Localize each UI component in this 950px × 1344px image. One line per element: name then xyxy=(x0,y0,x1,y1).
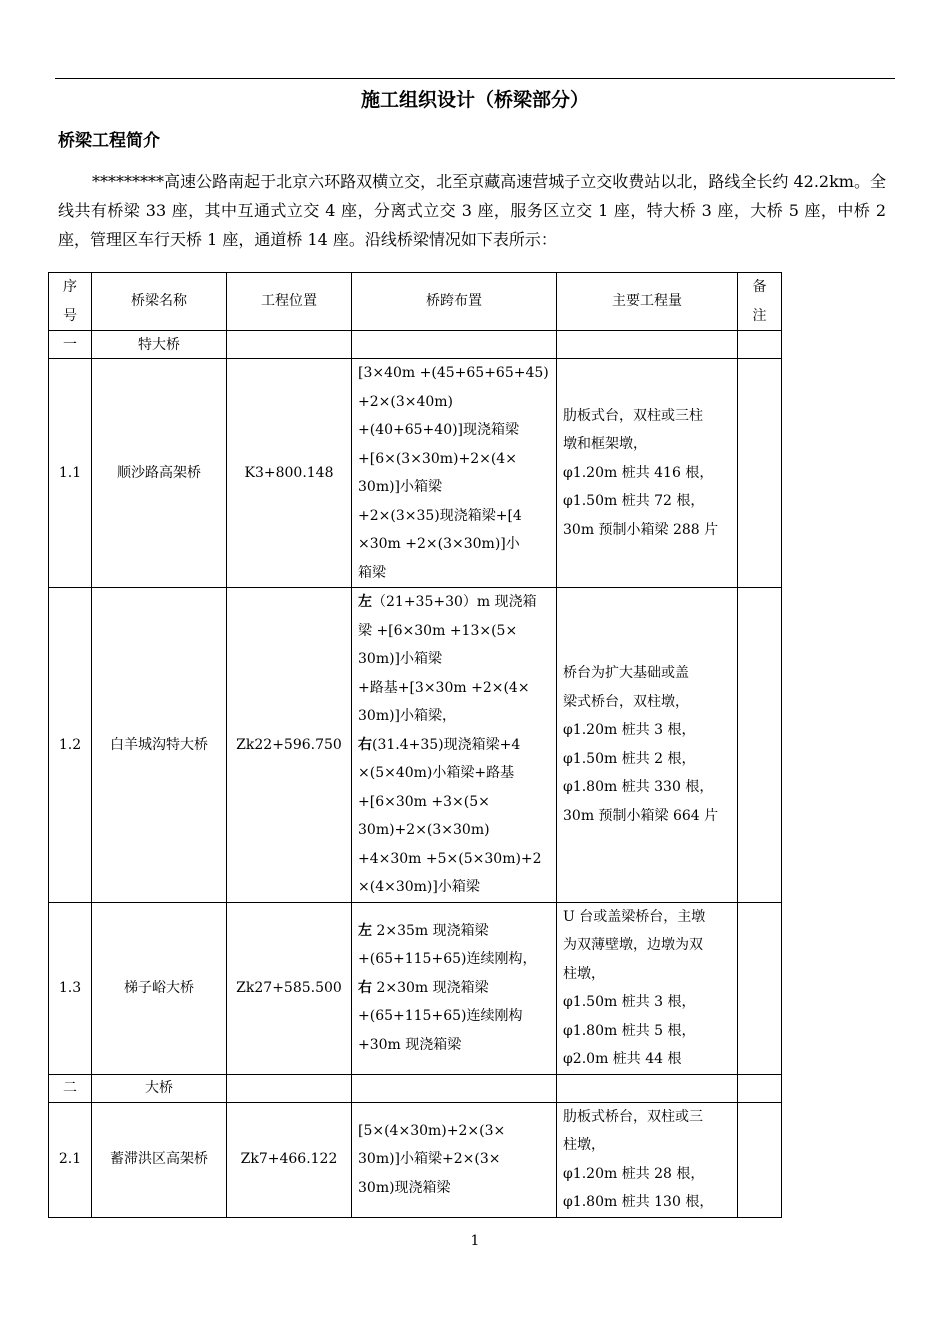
span-layout: 左（21+35+30）m 现浇箱 梁 +[6×30m +13×(5× 30m)]小箱梁 +路基+[3×30m +2×(4× 30m)]小箱梁， 右(31.4+35)现浇箱梁+4 ×(5×40m)小箱梁+路基 +[6×30m +3×(5× 30m)+2×(3×30m) +4×30m +5×(5×30m)+2 ×(4×30m)]小箱梁 xyxy=(352,588,557,903)
category-row xyxy=(49,1074,782,1102)
bridge-name: 梯子峪大桥 xyxy=(92,902,227,1074)
header-span: 桥跨布置 xyxy=(352,273,557,331)
category-name: 大桥 xyxy=(92,1074,227,1102)
right-label: 右 xyxy=(358,736,372,753)
bridge-location: Zk22+596.750 xyxy=(227,588,352,903)
row-seq: 1.2 xyxy=(49,588,92,903)
category-name: 特大桥 xyxy=(92,331,227,359)
row-seq: 2.1 xyxy=(49,1102,92,1217)
remark-cell xyxy=(738,1102,782,1217)
section-heading: 桥梁工程简介 xyxy=(58,131,160,151)
remark-cell xyxy=(738,902,782,1074)
bridge-location: K3+800.148 xyxy=(227,359,352,588)
table-row xyxy=(49,588,782,903)
span-layout: 左 2×35m 现浇箱梁 +(65+115+65)连续刚构， 右 2×30m 现浇箱梁 +(65+115+65)连续刚构 +30m 现浇箱梁 xyxy=(352,902,557,1074)
header-seq: 序 号 xyxy=(49,273,92,331)
bridge-name: 白羊城沟特大桥 xyxy=(92,588,227,903)
remark-cell xyxy=(738,588,782,903)
row-seq: 1.3 xyxy=(49,902,92,1074)
document-title: 施工组织设计（桥梁部分） xyxy=(360,89,589,111)
main-quantities: 肋板式台，双柱或三柱 墩和框架墩， φ1.20m 桩共 416 根， φ1.50m 桩共 72 根， 30m 预制小箱梁 288 片 xyxy=(557,359,738,588)
main-quantities: U 台或盖梁桥台，主墩 为双薄壁墩，边墩为双 柱墩， φ1.50m 桩共 3 根， φ1.80m 桩共 5 根， φ2.0m 桩共 44 根 xyxy=(557,902,738,1074)
category-seq: 二 xyxy=(49,1074,92,1102)
main-quantities: 肋板式桥台，双柱或三 柱墩， φ1.20m 桩共 28 根， φ1.80m 桩共 130 根， xyxy=(557,1102,738,1217)
bridge-name: 蓄滞洪区高架桥 xyxy=(92,1102,227,1217)
main-quantities: 桥台为扩大基础或盖 梁式桥台，双柱墩， φ1.20m 桩共 3 根， φ1.50m 桩共 2 根， φ1.80m 桩共 330 根， 30m 预制小箱梁 664 片 xyxy=(557,588,738,903)
span-layout: [5×(4×30m)+2×(3× 30m)]小箱梁+2×(3× 30m)现浇箱梁 xyxy=(352,1102,557,1217)
bridge-location: Zk27+585.500 xyxy=(227,902,352,1074)
category-seq: 一 xyxy=(49,331,92,359)
bridge-location: Zk7+466.122 xyxy=(227,1102,352,1217)
left-label: 左 xyxy=(358,594,372,610)
table-row xyxy=(49,359,782,588)
right-label: 右 xyxy=(358,979,372,996)
header-quantity: 主要工程量 xyxy=(557,273,738,331)
bridge-name: 顺沙路高架桥 xyxy=(92,359,227,588)
span-layout: [3×40m +(45+65+65+45) +2×(3×40m) +(40+65+40)]现浇箱梁 +[6×(3×30m)+2×(4× 30m)]小箱梁 +2×(3×35)现浇箱梁+[4 ×30m +2×(3×30m)]小 箱梁 xyxy=(352,359,557,588)
bridge-table xyxy=(48,272,782,1218)
header-remark: 备 注 xyxy=(738,273,782,331)
category-row xyxy=(49,331,782,359)
remark-cell xyxy=(738,359,782,588)
left-label: 左 xyxy=(358,922,372,939)
table-row xyxy=(49,1102,782,1217)
row-seq: 1.1 xyxy=(49,359,92,588)
page-number: 1 xyxy=(470,1233,480,1249)
intro-paragraph: *********高速公路南起于北京六环路双横立交，北至京藏高速营城子立交收费站以北，路线全长约 42.2km。全线共有桥梁 33 座，其中互通式立交 4 座，分离式立交 3 座，服务区立交 1 座，特大桥 3 座，大桥 5 座，中桥 2 座，管理区车行天桥 1 座，通道桥 14 座。沿线桥梁情况如下表所示： xyxy=(58,172,886,249)
header-location: 工程位置 xyxy=(227,273,352,331)
top-rule xyxy=(55,78,895,79)
header-name: 桥梁名称 xyxy=(92,273,227,331)
table-row xyxy=(49,902,782,1074)
table-header-row xyxy=(49,273,782,331)
